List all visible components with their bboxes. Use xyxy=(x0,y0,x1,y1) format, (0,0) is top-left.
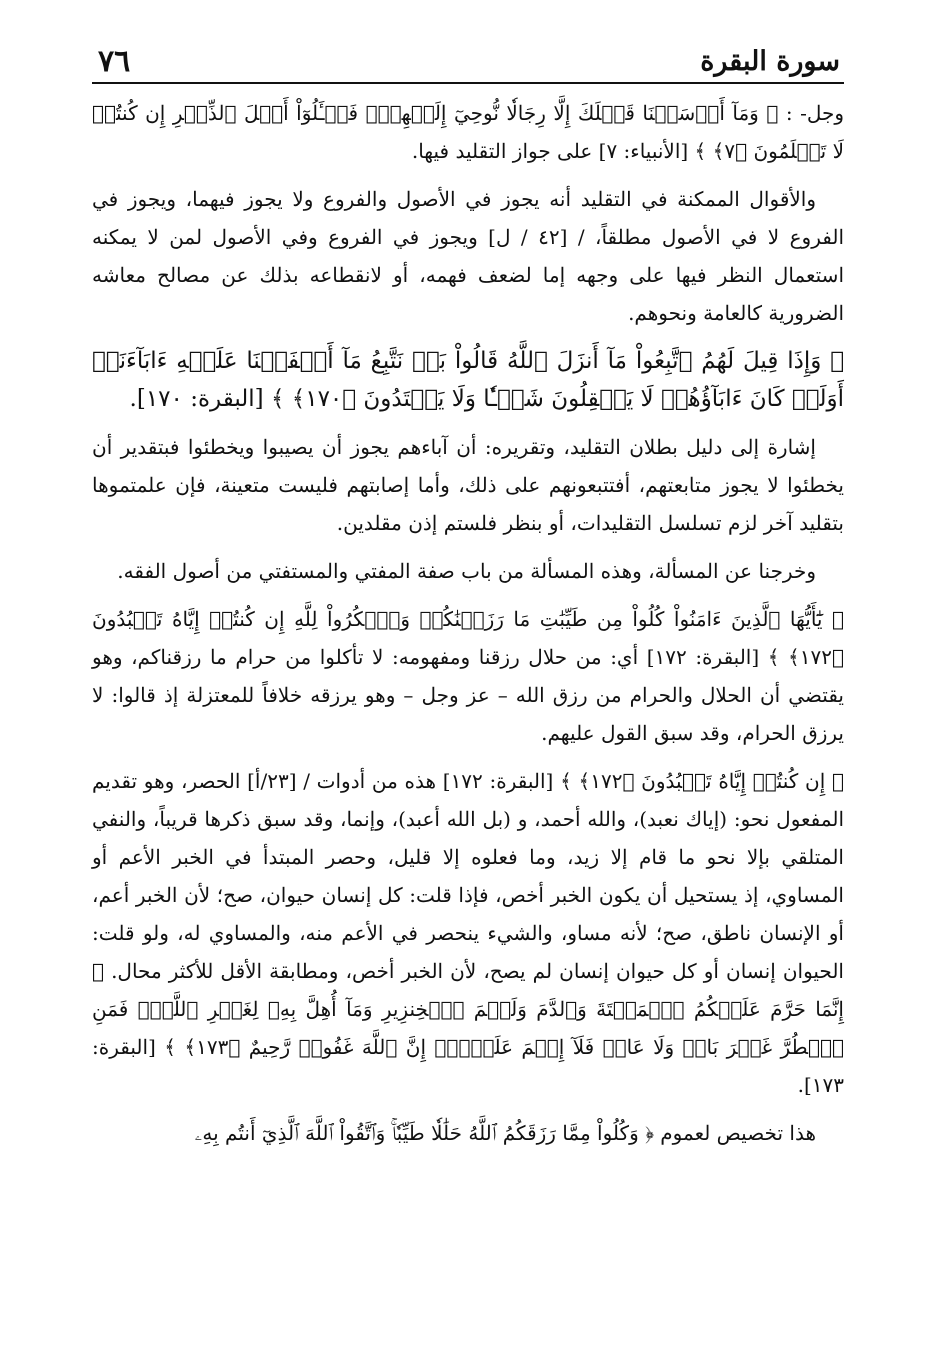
page-header xyxy=(92,30,844,84)
page-number: ٧٦ xyxy=(98,44,131,79)
paragraph-takhsis: هذا تخصيص لعموم ﴿ وَكُلُواْ مِمَّا رَزَقَكُمُ ٱللَّهُ حَلَٰلٗا طَيِّبٗاۚ وَٱتَّقُواْ ٱللَّهَ ٱلَّذِيٓ أَنتُم بِهِۦ xyxy=(194,1121,816,1145)
paragraph-verse-baqara-172: ﴿ يَٰٓأَيُّهَا ٱلَّذِينَ ءَامَنُواْ كُلُواْ مِن طَيِّبَٰتِ مَا رَزَقۡنَٰكُمۡ وَٱشۡكُرُواْ لِلَّهِ إِن كُنتُمۡ إِيَّاهُ تَعۡبُدُونَ ﴿١٧٢﴾ ﴾ [البقرة: ١٧٢] أي: من حلال رزقنا ومفهومه: لا تأكلوا من حرام ما رزقناكم، وهو يقتضي أن الحلال والحرام من رزق الله – عز وجل – وهو يرزقه خلافاً للمعتزلة إذ قالوا: لا يرزق الحرام، وقد سبق القول عليهم. xyxy=(92,607,844,745)
paragraph-taqlid-opinions: والأقوال الممكنة في التقليد أنه يجوز في الأصول والفروع ولا يجوز فيهما، ويجوز في الفروع لا في الأصول مطلقاً، / [٤٢ / ل] ويجوز في الفروع وفي الأصول لمن لا يمكنه استعمال النظر فيها على وجهه إما لضعف فهمه، أو لانقطاعه بذلك عن مصالح معاشه الضرورية كالعامة ونحوهم. xyxy=(92,187,844,325)
paragraph-hasr-tools: ﴿ إِن كُنتُمۡ إِيَّاهُ تَعۡبُدُونَ ﴿١٧٢﴾ ﴾ [البقرة: ١٧٢] هذه من أدوات / [٢٣/أ] الحصر، وهو تقديم المفعول نحو: (إياك نعبد)، والله أحمد، و (بل الله أعبد)، وإنما، وقد سبق ذكرها قريباً، والنفي المتلقي بإلا نحو ما قام إلا زيد، وما فعلوه إلا قليل، وحصر المبتدأ في الخبر الأعم أو المساوي، إذ يستحيل أن يكون الخبر أخص، فإذا قلت: كل إنسان حيوان، صح؛ لأن الخبر أعم، أو الإنسان ناطق، صح؛ لأنه مساو، والشيء ينحصر في الأعم منه، والمساوي له، ولو قلت: الحيوان إنسان أو كل حيوان إنسان لم يصح، لأن الخبر أخص، ومطابقة الأقل للأكثر محال. ﴿ إِنَّمَا حَرَّمَ عَلَيۡكُمُ ٱلۡمَيۡتَةَ وَٱلدَّمَ وَلَحۡمَ ٱلۡخِنزِيرِ وَمَآ أُهِلَّ بِهِۦ لِغَيۡرِ ٱللَّهِۖ فَمَنِ ٱضۡطُرَّ غَيۡرَ بَاغٖ وَلَا عَادٖ فَلَآ إِثۡمَ عَلَيۡهِۚ إِنَّ ٱللَّهَ غَفُورٞ رَّحِيمٌ ﴿١٧٣﴾ ﴾ [البقرة: ١٧٣]. xyxy=(92,769,845,1097)
paragraph-verse-baqara-170: ﴿ وَإِذَا قِيلَ لَهُمُ ٱتَّبِعُواْ مَآ أَنزَلَ ٱللَّهُ قَالُواْ بَلۡ نَتَّبِعُ مَآ أَلۡفَيۡنَا عَلَيۡهِ ءَابَآءَنَآۚ أَوَلَوۡ كَانَ ءَابَآؤُهُمۡ لَا يَعۡقِلُونَ شَيۡـٔٗا وَلَا يَهۡتَدُونَ ﴿١٧٠﴾ ﴾ [البقرة: ١٧٠]. xyxy=(92,348,844,412)
paragraph-digression-note: وخرجنا عن المسألة، وهذه المسألة من باب صفة المفتي والمستفتي من أصول الفقه. xyxy=(117,559,816,583)
paragraph-taqlid-invalidity: إشارة إلى دليل بطلان التقليد، وتقريره: أن آباءهم يجوز أن يصيبوا ويخطئوا فبتقدير أن يخطئوا لا يجوز متابعتهم، أفتتبعونهم على ذلك، وأما إصابتهم فليست متعينة، فإن علمتموها بتقليد آخر لزم تسلسل التقليدات، أو بنظر فلستم إذن مقلدين. xyxy=(92,435,844,535)
page-body xyxy=(92,94,844,1152)
paragraph-verse-anbiya: وجل- : ﴿ وَمَآ أَرۡسَلۡنَا قَبۡلَكَ إِلَّا رِجَالٗا نُّوحِيٓ إِلَيۡهِمۡۖ فَسۡـَٔلُوٓاْ أَهۡلَ ٱلذِّكۡرِ إِن كُنتُمۡ لَا تَعۡلَمُونَ ﴿٧﴾ ﴾ [الأنبياء: ٧] على جواز التقليد فيها. xyxy=(92,101,844,163)
surah-title: سورة البقرة xyxy=(700,46,840,77)
